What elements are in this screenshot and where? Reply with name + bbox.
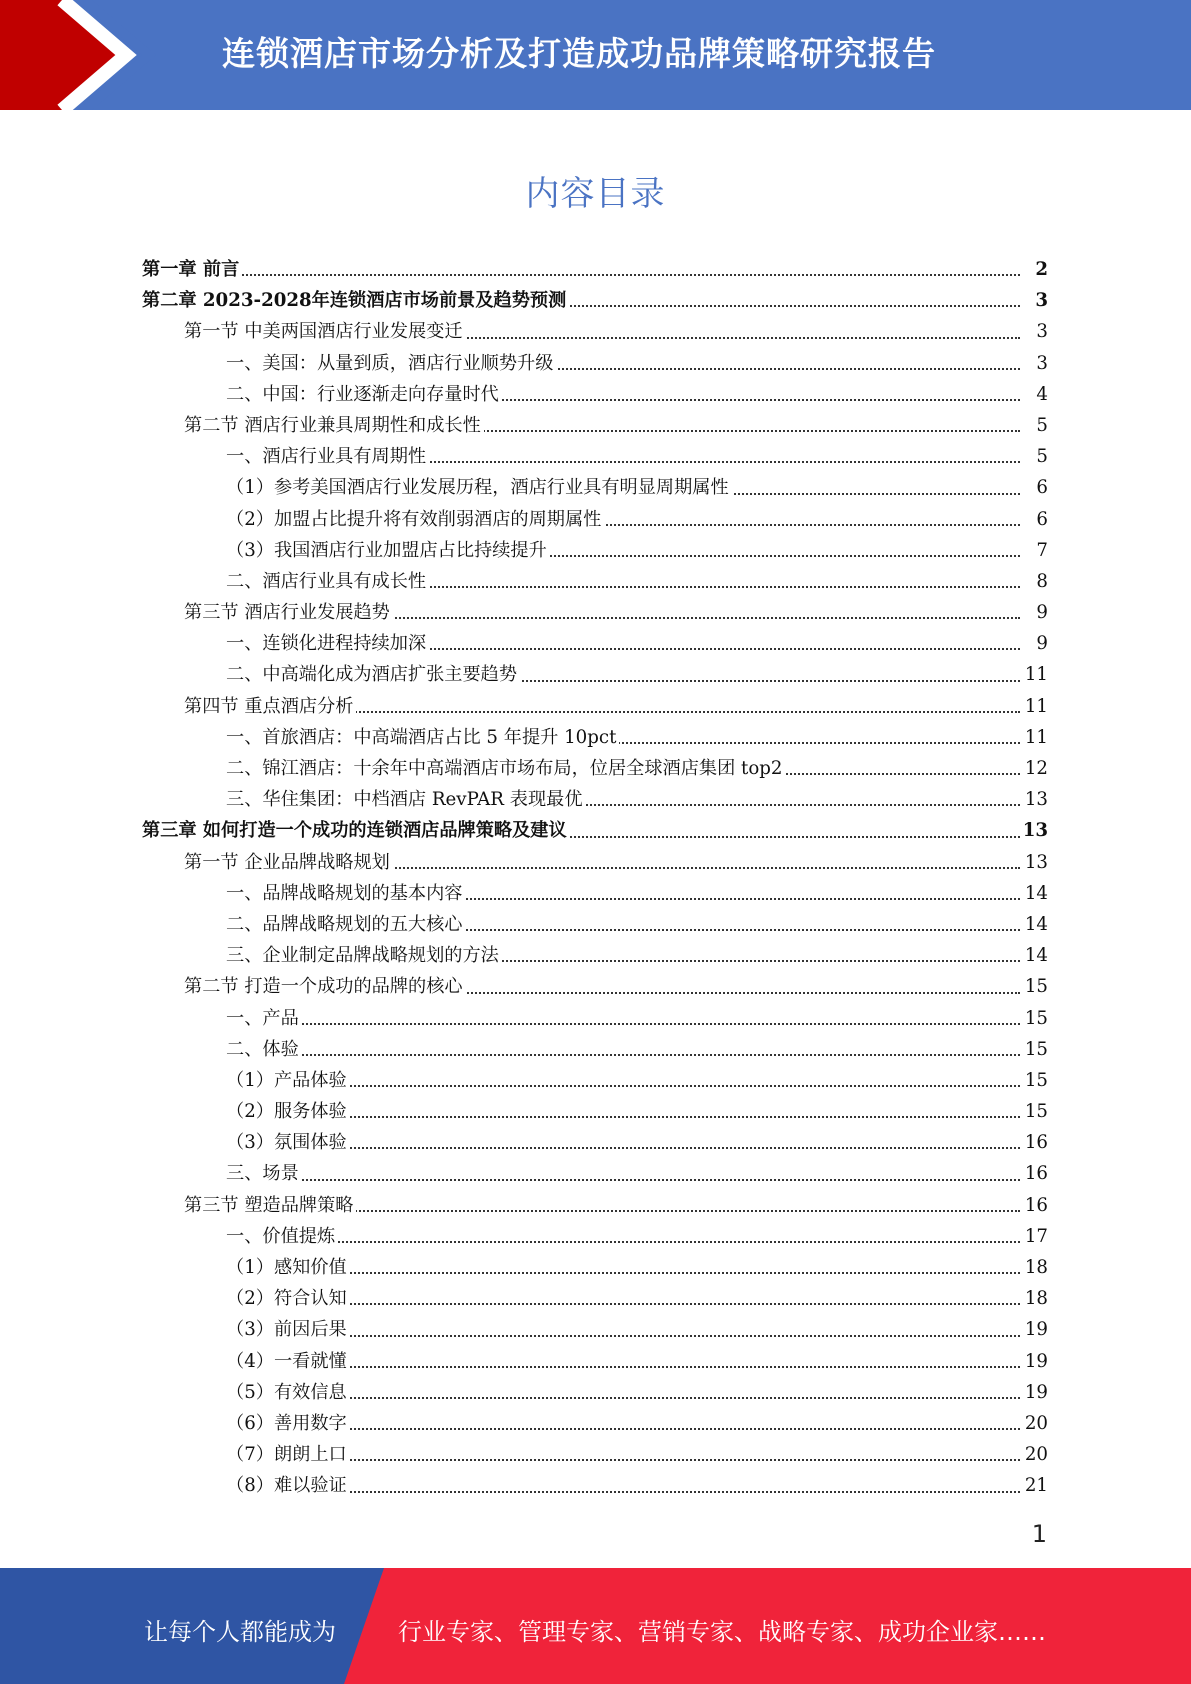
toc-entry-title: 第一节 企业品牌战略规划 bbox=[184, 852, 393, 873]
document-title: 连锁酒店市场分析及打造成功品牌策略研究报告 bbox=[222, 34, 936, 73]
toc-entry-title: （1）参考美国酒店行业发展历程，酒店行业具有明显周期属性 bbox=[226, 477, 732, 498]
table-of-contents bbox=[142, 254, 1048, 1502]
toc-entry-page: 20 bbox=[1023, 1408, 1048, 1439]
toc-entry-title: 第二节 酒店行业兼具周期性和成长性 bbox=[184, 415, 484, 436]
toc-entry-title: 第三章 如何打造一个成功的连锁酒店品牌策略及建议 bbox=[142, 820, 570, 841]
toc-entry-page: 19 bbox=[1023, 1346, 1048, 1377]
toc-entry-page: 14 bbox=[1023, 909, 1048, 940]
toc-entry[interactable] bbox=[142, 878, 1048, 909]
toc-entry-page: 15 bbox=[1023, 1003, 1048, 1034]
toc-entry[interactable] bbox=[142, 504, 1048, 535]
toc-entry-page: 16 bbox=[1023, 1127, 1048, 1158]
toc-entry-title: 一、酒店行业具有周期性 bbox=[226, 446, 429, 467]
toc-entry-page: 11 bbox=[1023, 722, 1048, 753]
toc-entry-title: 一、产品 bbox=[226, 1008, 302, 1029]
toc-entry[interactable] bbox=[142, 410, 1048, 441]
toc-entry[interactable] bbox=[142, 1346, 1048, 1377]
toc-entry-title: 第一章 前言 bbox=[142, 259, 242, 280]
toc-entry-page: 19 bbox=[1023, 1377, 1048, 1408]
toc-entry-title: （5）有效信息 bbox=[226, 1382, 350, 1403]
toc-leader-dots bbox=[226, 1023, 1020, 1025]
toc-entry-page: 14 bbox=[1023, 878, 1048, 909]
toc-entry-page: 19 bbox=[1023, 1314, 1048, 1345]
toc-entry-title: （3）氛围体验 bbox=[226, 1132, 350, 1153]
toc-entry[interactable] bbox=[142, 1314, 1048, 1345]
toc-entry-title: （2）加盟占比提升将有效削弱酒店的周期属性 bbox=[226, 509, 604, 530]
toc-entry[interactable] bbox=[142, 784, 1048, 815]
toc-entry-page: 3 bbox=[1033, 285, 1048, 316]
toc-entry-title: （3）前因后果 bbox=[226, 1319, 350, 1340]
toc-entry-title: 第四节 重点酒店分析 bbox=[184, 696, 356, 717]
toc-entry-title: 二、品牌战略规划的五大核心 bbox=[226, 914, 465, 935]
toc-entry-title: 三、华住集团：中档酒店 RevPAR 表现最优 bbox=[226, 789, 586, 810]
toc-entry[interactable] bbox=[142, 1096, 1048, 1127]
toc-entry-page: 16 bbox=[1023, 1158, 1048, 1189]
toc-entry-title: 一、价值提炼 bbox=[226, 1226, 338, 1247]
toc-entry-page: 3 bbox=[1034, 348, 1048, 379]
toc-entry-page: 8 bbox=[1034, 566, 1048, 597]
toc-entry-title: 第二章 2023-2028年连锁酒店市场前景及趋势预测 bbox=[142, 290, 569, 311]
toc-entry-page: 11 bbox=[1023, 691, 1048, 722]
toc-entry-title: （7）朗朗上口 bbox=[226, 1444, 350, 1465]
toc-entry[interactable] bbox=[142, 441, 1048, 472]
toc-entry[interactable] bbox=[142, 1003, 1048, 1034]
toc-leader-dots bbox=[226, 1179, 1020, 1181]
toc-entry[interactable] bbox=[142, 472, 1048, 503]
toc-entry[interactable] bbox=[142, 254, 1048, 285]
toc-entry[interactable] bbox=[142, 971, 1048, 1002]
toc-entry-title: 第三节 塑造品牌策略 bbox=[184, 1195, 356, 1216]
toc-entry[interactable] bbox=[142, 691, 1048, 722]
toc-entry-page: 13 bbox=[1021, 815, 1048, 846]
toc-entry-page: 13 bbox=[1023, 784, 1048, 815]
toc-entry-title: 第二节 打造一个成功的品牌的核心 bbox=[184, 976, 466, 997]
toc-entry-title: （2）符合认知 bbox=[226, 1288, 350, 1309]
toc-entry-page: 3 bbox=[1034, 316, 1048, 347]
toc-entry[interactable] bbox=[142, 753, 1048, 784]
toc-entry-title: 第一节 中美两国酒店行业发展变迁 bbox=[184, 321, 466, 342]
toc-entry[interactable] bbox=[142, 628, 1048, 659]
toc-leader-dots bbox=[226, 1054, 1020, 1056]
toc-entry-page: 13 bbox=[1023, 847, 1048, 878]
toc-entry-title: （1）产品体验 bbox=[226, 1070, 350, 1091]
toc-entry[interactable] bbox=[142, 1408, 1048, 1439]
toc-heading: 内容目录 bbox=[525, 174, 666, 214]
toc-entry-title: 三、企业制定品牌战略规划的方法 bbox=[226, 945, 502, 966]
toc-entry-page: 4 bbox=[1034, 379, 1048, 410]
toc-entry-title: 一、品牌战略规划的基本内容 bbox=[226, 883, 465, 904]
toc-entry-title: 二、中国：行业逐渐走向存量时代 bbox=[226, 384, 502, 405]
toc-entry-page: 2 bbox=[1033, 254, 1048, 285]
toc-entry[interactable] bbox=[142, 1190, 1048, 1221]
toc-entry[interactable] bbox=[142, 1034, 1048, 1065]
toc-entry[interactable] bbox=[142, 316, 1048, 347]
toc-entry-title: （6）善用数字 bbox=[226, 1413, 350, 1434]
toc-entry[interactable] bbox=[142, 847, 1048, 878]
toc-entry-page: 9 bbox=[1034, 628, 1048, 659]
toc-entry-page: 7 bbox=[1034, 535, 1048, 566]
toc-entry-page: 17 bbox=[1023, 1221, 1048, 1252]
toc-entry-title: （1）感知价值 bbox=[226, 1257, 350, 1278]
toc-entry[interactable] bbox=[142, 535, 1048, 566]
toc-entry[interactable] bbox=[142, 1065, 1048, 1096]
toc-entry-title: 二、中高端化成为酒店扩张主要趋势 bbox=[226, 664, 520, 685]
header-banner bbox=[0, 0, 1191, 110]
toc-entry-title: （2）服务体验 bbox=[226, 1101, 350, 1122]
toc-leader-dots bbox=[142, 274, 1020, 276]
toc-entry[interactable] bbox=[142, 597, 1048, 628]
toc-entry[interactable] bbox=[142, 285, 1048, 316]
toc-entry[interactable] bbox=[142, 659, 1048, 690]
toc-entry[interactable] bbox=[142, 722, 1048, 753]
toc-entry[interactable] bbox=[142, 1252, 1048, 1283]
toc-entry-title: （4）一看就懂 bbox=[226, 1351, 350, 1372]
toc-entry[interactable] bbox=[142, 1158, 1048, 1189]
toc-entry[interactable] bbox=[142, 1470, 1048, 1501]
toc-entry-page: 5 bbox=[1034, 410, 1048, 441]
toc-entry[interactable] bbox=[142, 909, 1048, 940]
toc-entry-page: 6 bbox=[1034, 504, 1048, 535]
toc-entry[interactable] bbox=[142, 1439, 1048, 1470]
toc-entry[interactable] bbox=[142, 566, 1048, 597]
toc-entry-title: 一、美国：从量到质，酒店行业顺势升级 bbox=[226, 353, 556, 374]
toc-leader-dots bbox=[226, 1241, 1020, 1243]
toc-entry-page: 9 bbox=[1034, 597, 1048, 628]
toc-entry-page: 18 bbox=[1023, 1252, 1048, 1283]
toc-entry-page: 11 bbox=[1023, 659, 1048, 690]
toc-entry[interactable] bbox=[142, 940, 1048, 971]
toc-entry-page: 18 bbox=[1023, 1283, 1048, 1314]
toc-entry[interactable] bbox=[142, 379, 1048, 410]
toc-entry[interactable] bbox=[142, 1127, 1048, 1158]
toc-entry[interactable] bbox=[142, 1221, 1048, 1252]
toc-entry-page: 12 bbox=[1023, 753, 1048, 784]
toc-entry-title: 一、首旅酒店：中高端酒店占比 5 年提升 10pct bbox=[226, 727, 619, 748]
toc-entry-page: 21 bbox=[1023, 1470, 1048, 1501]
footer-slogan-left: 让每个人都能成为 bbox=[144, 1618, 336, 1646]
page-number: 1 bbox=[1031, 1520, 1047, 1548]
toc-entry-page: 20 bbox=[1023, 1439, 1048, 1470]
toc-entry-page: 15 bbox=[1023, 1096, 1048, 1127]
toc-entry-title: 第三节 酒店行业发展趋势 bbox=[184, 602, 393, 623]
toc-entry-title: 二、锦江酒店：十余年中高端酒店市场布局，位居全球酒店集团 top2 bbox=[226, 758, 786, 779]
toc-entry-title: 三、场景 bbox=[226, 1163, 302, 1184]
toc-entry[interactable] bbox=[142, 348, 1048, 379]
toc-entry-title: （8）难以验证 bbox=[226, 1475, 350, 1496]
toc-entry-title: 二、酒店行业具有成长性 bbox=[226, 571, 429, 592]
footer-banner bbox=[0, 1568, 1191, 1684]
toc-entry[interactable] bbox=[142, 1377, 1048, 1408]
toc-entry-page: 16 bbox=[1023, 1190, 1048, 1221]
toc-entry-title: （3）我国酒店行业加盟店占比持续提升 bbox=[226, 540, 550, 561]
toc-entry-page: 15 bbox=[1023, 971, 1048, 1002]
toc-entry-page: 5 bbox=[1034, 441, 1048, 472]
toc-entry[interactable] bbox=[142, 1283, 1048, 1314]
footer-slogan-right: 行业专家、管理专家、营销专家、战略专家、成功企业家…… bbox=[398, 1618, 1046, 1646]
toc-entry-page: 6 bbox=[1034, 472, 1048, 503]
toc-entry[interactable] bbox=[142, 815, 1048, 846]
toc-entry-page: 14 bbox=[1023, 940, 1048, 971]
toc-entry-title: 二、体验 bbox=[226, 1039, 302, 1060]
toc-entry-page: 15 bbox=[1023, 1034, 1048, 1065]
toc-entry-title: 一、连锁化进程持续加深 bbox=[226, 633, 429, 654]
toc-entry-page: 15 bbox=[1023, 1065, 1048, 1096]
